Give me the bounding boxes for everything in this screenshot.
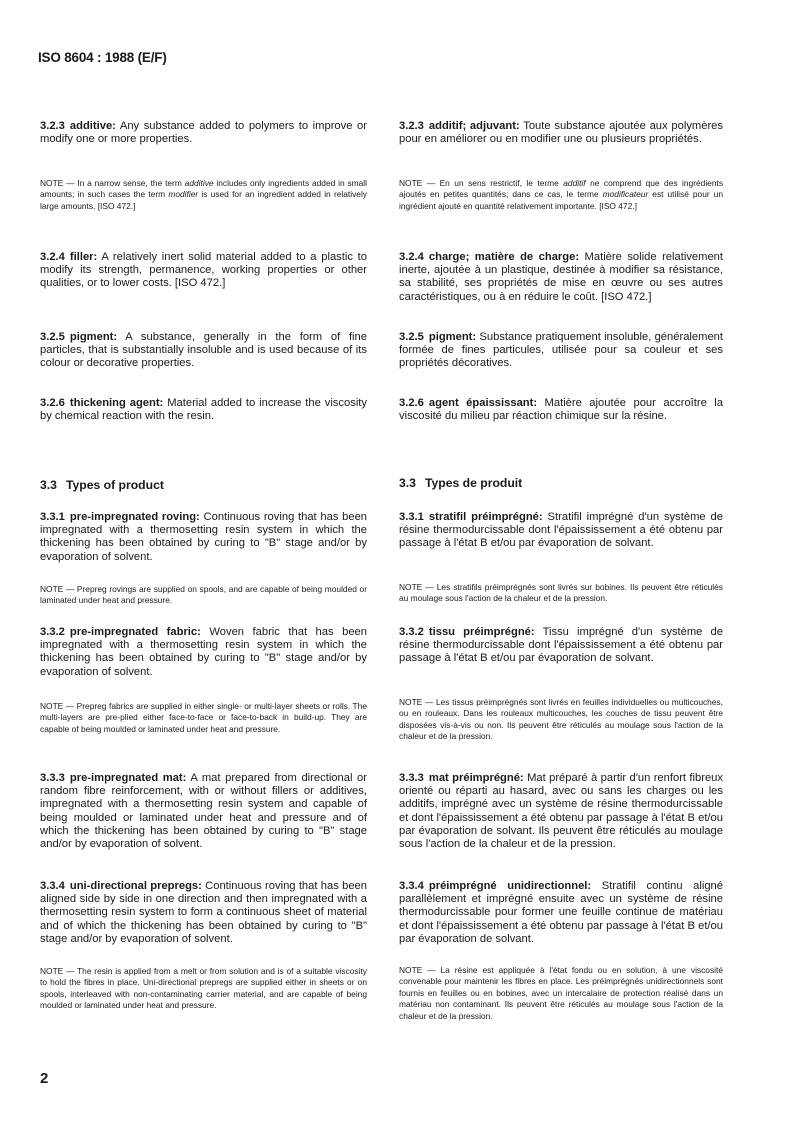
entry-number: 3.2.6: [399, 397, 424, 409]
section-number: 3.3: [399, 476, 416, 490]
entry-term: filler:: [69, 251, 98, 263]
entry-number: 3.3.4: [399, 880, 424, 892]
entry-term: tissu préimprégné:: [428, 626, 535, 638]
entry-term: uni-directional prepregs:: [69, 880, 202, 892]
note-italic-term: modifier: [168, 189, 199, 200]
entry-term: pigment:: [69, 331, 118, 343]
entry-3-2-5-fr: [399, 331, 723, 371]
entry-3-2-4-en: [40, 251, 367, 291]
note-3-3-4-fr: [399, 965, 723, 1022]
entry-3-3-3-en: [40, 772, 367, 851]
entry-definition: Mat préparé à partir d'un renfort fibreux orienté ou réparti au hasard, avec ou sans les charges ou les additifs, imprégné avec un système de résine thermodurcissable et dont l'épaississement a été obtenu par passage à l'état B et/ou par évaporation de solvant. Ils peuvent être réticulés au moulage sous l'action de la chaleur et de la pression.: [399, 772, 723, 851]
note-italic-term: modificateur: [602, 189, 649, 200]
entry-definition: Material added to increase the viscosity by chemical reaction with the resin.: [40, 397, 368, 423]
entry-number: 3.2.4: [40, 251, 65, 263]
note-3-3-1-en: [40, 584, 367, 607]
entry-term: charge; matière de charge:: [428, 251, 580, 263]
note-3-3-4-en: [40, 966, 367, 1012]
entry-definition: Tissu imprégné d'un système de résine thermodurcissable dont l'épaississement a été obtenu par passage à l'état B et/ou par évaporation de solvant.: [399, 626, 723, 665]
entry-definition: Continuous roving that has been impregnated with a thermosetting resin system in which the thickening has been obtained by curing to "B" stage and/or by evaporation of solvent.: [40, 511, 368, 563]
entry-term: pre-impregnated mat:: [69, 772, 187, 784]
note-italic-term: additif: [563, 178, 586, 188]
note-text: est utilisé pour un ingrédient ajouté en quantité relativement importante. [ISO 472.]: [399, 189, 723, 211]
entry-number: 3.3.2: [399, 626, 424, 638]
entry-term: additive:: [69, 120, 116, 132]
entry-number: 3.2.5: [399, 331, 424, 343]
entry-term: stratifil préimprégné:: [428, 511, 543, 523]
note-text: NOTE — The resin is applied from a melt or from solution and is of a suitable viscosity to hold the fibres in place. Uni-directional prepregs are supplied either in sheets or on spools, interleaved with non-contaminating carrier material, and are capable of being moulded or laminated under heat and pressure.: [40, 966, 367, 1011]
entry-definition: Woven fabric that has been impregnated with a thermosetting resin system in which the thickening has been obtained by curing to "B" stage and/or by evaporation of solvent.: [40, 626, 367, 678]
entry-number: 3.3.2: [40, 626, 65, 638]
note-text: ne comprend que des ingrédients ajoutés en petites quantités; dans ce cas, le terme: [399, 178, 724, 200]
entry-number: 3.2.4: [399, 251, 424, 263]
entry-number: 3.3.3: [40, 772, 65, 784]
entry-definition: A mat prepared from directional or random fibre reinforcement, with or without fillers or additives, impregnated with a thermosetting resin system and capable of being moulded or laminated under heat and pressure and of which the thickening has been obtained by curing to "B" stage and/or by evaporation of solvent.: [40, 772, 368, 851]
note-3-3-2-fr: [399, 697, 723, 743]
entry-term: agent épaississant:: [428, 397, 538, 409]
entry-3-2-4-fr: [399, 251, 723, 304]
entry-term: pigment:: [428, 331, 477, 343]
note-text: NOTE — Prepreg fabrics are supplied in either single- or multi-layer sheets or rolls. The multi-layers are pre-plied either face-to-face or face-to-back in build-up. They are capable of being moulded or laminated under heat and pressure.: [40, 701, 367, 734]
entry-number: 3.2.3: [399, 120, 424, 132]
entry-term: pre-impregnated roving:: [69, 511, 200, 523]
entry-term: pre-impregnated fabric:: [69, 626, 201, 638]
note-text: NOTE — Prepreg rovings are supplied on spools, and are capable of being moulded or laminated under heat and pressure.: [40, 584, 367, 606]
document-header: ISO 8604 : 1988 (E/F): [38, 50, 167, 65]
note-text: NOTE — La résine est appliquée à l'état fondu ou en solution, à une viscosité convenable pour maintenir les fibres en place. Les préimprégnés unidirectionnels sont fournis en feuilles ou en bobines, avec un intercalaire de protection réalisé dans un matériau non contaminant. Ils peuvent être réticulés au moulage sous l'action de la chaleur et de la pression.: [399, 965, 723, 1021]
entry-definition: A substance, generally in the form of fine particles, that is substantially insoluble and is used because of its colour or decorative properties.: [40, 331, 367, 370]
entry-number: 3.3.1: [399, 511, 424, 523]
entry-number: 3.3.4: [40, 880, 65, 892]
note-3-2-3-en: [40, 178, 367, 212]
entry-term: thickening agent:: [69, 397, 164, 409]
entry-definition: A relatively inert solid material added to a plastic to modify its strength, permanence, working properties or other qualities, or to lower costs. [ISO 472.]: [40, 251, 367, 290]
section-heading-3-3-fr: [399, 476, 723, 490]
entry-definition: Substance pratiquement insoluble, généralement formée de fines particules, utilisée pour sa couleur et ses propriétés décoratives.: [399, 331, 723, 370]
section-heading-3-3-en: [40, 478, 367, 492]
note-text: NOTE — In a narrow sense, the term: [40, 178, 185, 188]
entry-number: 3.3.3: [399, 772, 424, 784]
entry-3-2-3-en: [40, 120, 367, 146]
section-number: 3.3: [40, 478, 57, 492]
entry-3-3-2-en: [40, 626, 367, 679]
entry-3-3-4-fr: [399, 880, 723, 946]
note-text: includes only ingredients added in small amounts; in such cases the term: [40, 178, 367, 200]
section-title: Types of product: [65, 478, 164, 492]
entry-3-3-4-en: [40, 880, 367, 946]
note-text: NOTE — En un sens restrictif, le terme: [399, 178, 564, 188]
page-number: 2: [40, 1070, 49, 1087]
entry-definition: Stratifil continu aligné parallèlement et imprégné ensuite avec un système de résine thermodurcissable pour former une feuille continue de matériau et dont l'épaississement a été obtenu par passage à l'état B et/ou par évaporation de solvant.: [399, 880, 723, 945]
entry-3-3-1-en: [40, 511, 367, 564]
entry-term: mat préimprégné:: [428, 772, 524, 784]
entry-definition: Any substance added to polymers to improve or modify one or more properties.: [40, 120, 367, 146]
note-3-3-2-en: [40, 701, 367, 735]
entry-number: 3.3.1: [40, 511, 65, 523]
entry-definition: Stratifil imprégné d'un système de résine thermodurcissable dont l'épaississement a été obtenu par passage à l'état B et/ou par évaporation de solvant.: [399, 511, 723, 550]
entry-3-3-3-fr: [399, 772, 723, 851]
entry-number: 3.2.5: [40, 331, 65, 343]
note-text: NOTE — Les tissus préimprégnés sont livrés en feuilles individuelles ou multicouches, ou en rouleaux. Dans les rouleaux multicouches, les couches de tissu peuvent être disposées vis-à-vis ou non. Ils peuvent être réticulés au moulage sous l'action de la chaleur et de la pression.: [399, 697, 723, 742]
entry-number: 3.2.6: [40, 397, 65, 409]
entry-term: additif; adjuvant:: [428, 120, 520, 132]
entry-3-3-2-fr: [399, 626, 723, 666]
note-text: is used for an ingredient added in relatively large amounts. [ISO 472.]: [40, 189, 367, 211]
entry-definition: Matière solide relativement inerte, ajoutée à un plastique, destinée à modifier sa résistance, sa stabilité, ses propriétés de mise en œuvre ou ses autres caractéristiques, ou à en réduire le coût. [ISO 472.]: [399, 251, 723, 303]
note-3-2-3-fr: [399, 178, 723, 212]
entry-definition: Matière ajoutée pour accroître la viscosité du milieu par réaction chimique sur la résine.: [399, 397, 724, 423]
entry-definition: Continuous roving that has been aligned side by side in one direction and then impregnated with a thermosetting resin system to form a continuous sheet of material and of which the thickening has been obtained by curing to "B" stage and/or by evaporation of solvent.: [40, 880, 367, 945]
entry-definition: Toute substance ajoutée aux polymères pour en améliorer ou en modifier une ou plusieurs propriétés.: [399, 120, 723, 146]
entry-number: 3.2.3: [40, 120, 65, 132]
entry-3-2-5-en: [40, 331, 367, 371]
note-italic-term: additive: [184, 178, 214, 188]
entry-3-2-6-fr: [399, 397, 723, 423]
entry-3-2-6-en: [40, 397, 367, 423]
entry-3-2-3-fr: [399, 120, 723, 146]
note-text: NOTE — Les stratifils préimprégnés sont livrés sur bobines. Ils peuvent être réticulés au moulage sous l'action de la chaleur et de la pression.: [399, 582, 723, 604]
section-title: Types de produit: [424, 476, 523, 490]
entry-3-3-1-fr: [399, 511, 723, 551]
entry-term: préimprégné unidirectionnel:: [428, 880, 592, 892]
note-3-3-1-fr: [399, 582, 723, 605]
